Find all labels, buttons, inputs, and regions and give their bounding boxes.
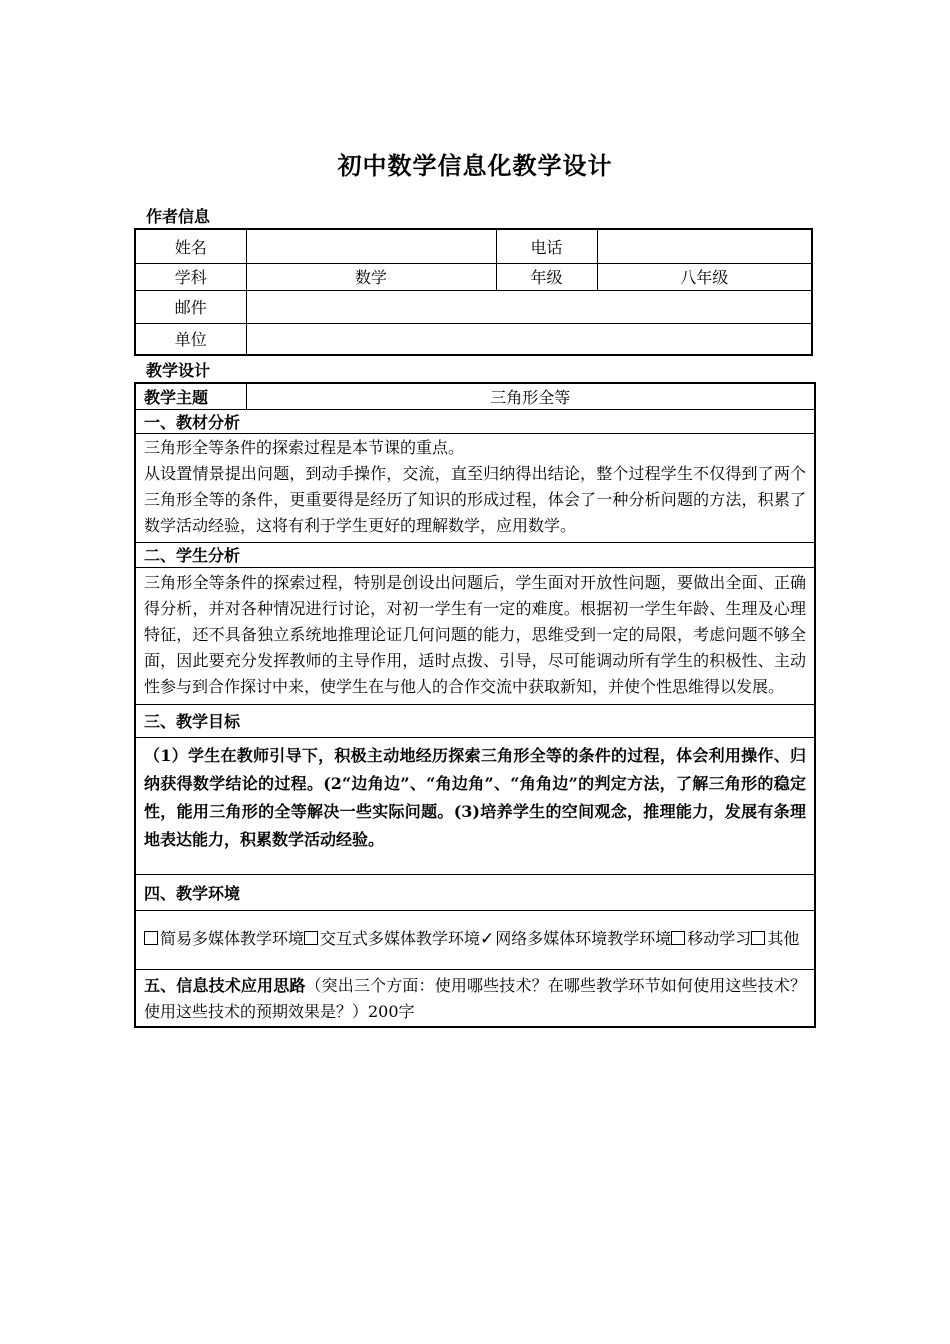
unit-label: 单位	[135, 323, 246, 355]
section-heading-materials: 一、教材分析	[135, 409, 815, 433]
table-row	[135, 290, 812, 323]
checkbox-mobile-learning[interactable]	[671, 931, 685, 945]
email-value[interactable]	[246, 290, 812, 323]
table-row	[135, 263, 812, 290]
unit-value[interactable]	[246, 323, 812, 355]
topic-value[interactable]: 三角形全等	[246, 383, 815, 409]
section-heading-tech: 五、信息技术应用思路	[144, 975, 306, 995]
author-section-label: 作者信息	[146, 207, 211, 226]
table-row	[135, 737, 815, 874]
phone-value[interactable]	[597, 229, 812, 263]
name-value[interactable]	[246, 229, 496, 263]
section-heading-objectives: 三、教学目标	[135, 704, 815, 737]
checkmark-icon[interactable]: ✓	[480, 928, 495, 949]
checkbox-simple-multimedia[interactable]	[144, 931, 158, 945]
checkbox-other[interactable]	[751, 931, 765, 945]
design-section-label: 教学设计	[146, 361, 211, 380]
author-info-table	[134, 228, 813, 356]
environment-options	[135, 910, 815, 969]
grade-value[interactable]: 八年级	[597, 263, 812, 290]
table-row	[135, 409, 815, 433]
grade-label: 年级	[496, 263, 597, 290]
materials-paragraph-2: 从设置情景提出问题，到动手操作，交流，直至归纳得出结论，整个过程学生不仅得到了两个三角形全等的条件，更重要得是经历了知识的形成过程，体会了一种分析问题的方法，积累了数学活动经验，这将有利于学生更好的理解数学，应用数学。	[144, 463, 806, 535]
page-title: 初中数学信息化教学设计	[337, 151, 613, 180]
materials-paragraph-1: 三角形全等条件的探索过程是本节课的重点。	[144, 437, 465, 457]
table-row	[135, 542, 815, 567]
table-row	[135, 874, 815, 910]
table-row	[135, 433, 815, 542]
env-option-label: 交互式多媒体教学环境	[320, 928, 481, 948]
table-row	[135, 229, 812, 263]
table-row	[135, 704, 815, 737]
table-row	[135, 567, 815, 704]
table-row	[135, 910, 815, 969]
objectives-paragraph-1: （1）学生在教师引导下，积极主动地经历探索三角形全等的条件的过程，体会利用操作、归纳获得数学结论的过程。(2“边角边”、“角边角”、“角角边”的判定方法，了解三角形的稳定性，能用三角形的全等解决一些实际问题。(3)培养学生的空间观念，推理能力，发展有条理地表达能力，积累数学活动经验。	[144, 745, 806, 849]
checkbox-interactive-multimedia[interactable]	[304, 931, 318, 945]
materials-analysis-text[interactable]	[135, 433, 815, 542]
env-option-label: 简易多媒体教学环境	[160, 928, 305, 948]
env-option-label: 移动学习	[687, 928, 752, 948]
section-heading-environment: 四、教学环境	[135, 874, 815, 910]
section-heading-students: 二、学生分析	[135, 542, 815, 567]
students-analysis-text[interactable]	[135, 567, 815, 704]
design-table	[134, 382, 816, 1028]
table-row	[135, 323, 812, 355]
name-label: 姓名	[135, 229, 246, 263]
subject-label: 学科	[135, 263, 246, 290]
students-paragraph-1: 三角形全等条件的探索过程，特别是创设出问题后，学生面对开放性问题，要做出全面、正确得分析，并对各种情况进行讨论，对初一学生有一定的难度。根据初一学生年龄、生理及心理特征，还不具备独立系统地推理论证几何问题的能力，思维受到一定的局限，考虑问题不够全面，因此要充分发挥教师的主导作用，适时点拨、引导，尽可能调动所有学生的积极性、主动性参与到合作探讨中来，使学生在与他人的合作交流中获取新知，并使个性思维得以发展。	[144, 572, 806, 696]
subject-value[interactable]: 数学	[246, 263, 496, 290]
env-option-label: 其他	[767, 928, 800, 948]
table-row	[135, 383, 815, 409]
topic-label: 教学主题	[135, 383, 246, 409]
objectives-text[interactable]	[135, 737, 815, 874]
tech-application-note: （突出三个方面：使用哪些技术？在哪些教学环节如何使用这些技术？使用这些技术的预期效果是？）200字	[144, 975, 806, 1021]
tech-application-row[interactable]	[135, 969, 815, 1027]
phone-label: 电话	[496, 229, 597, 263]
env-option-label: 网络多媒体环境教学环境	[495, 928, 672, 948]
table-row	[135, 969, 815, 1027]
email-label: 邮件	[135, 290, 246, 323]
